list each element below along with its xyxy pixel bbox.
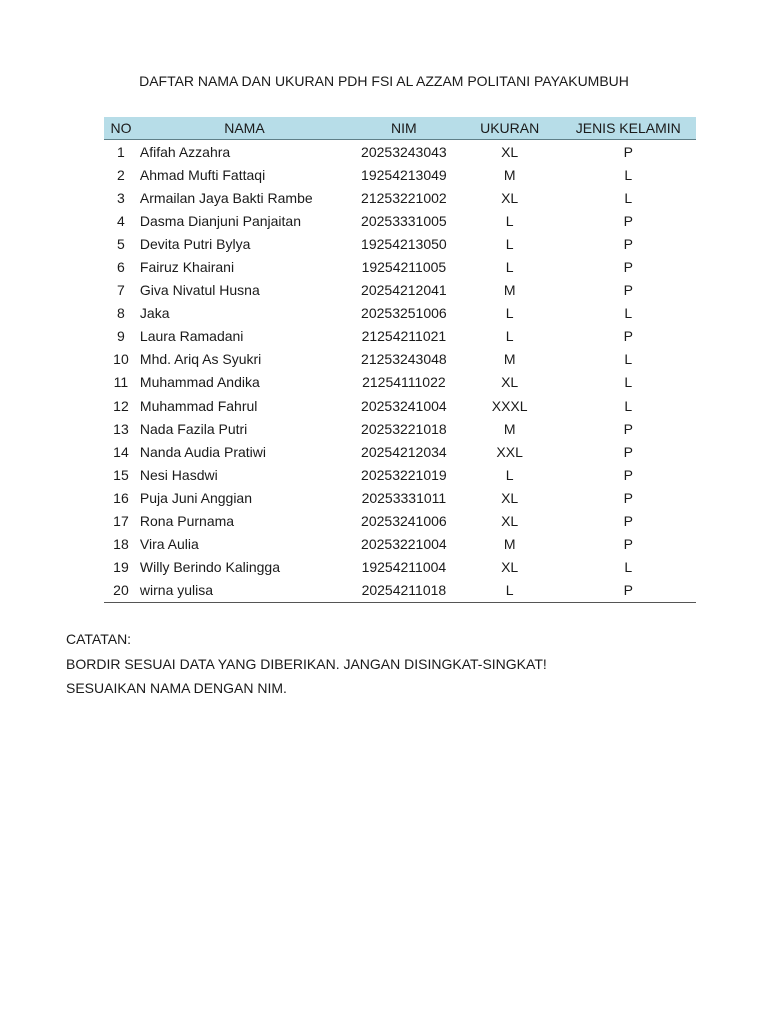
cell-no: 4	[117, 212, 125, 229]
cell-nim: 19254211004	[361, 559, 447, 576]
cell-no: 7	[117, 282, 125, 299]
cell-nim: 20253241006	[361, 513, 447, 530]
notes-section	[66, 627, 547, 701]
cell-jenis-kelamin: P	[623, 328, 633, 345]
cell-no: 17	[113, 513, 129, 530]
table-header-row	[104, 117, 696, 140]
cell-nama: Muhammad Fahrul	[139, 397, 258, 414]
cell-nama: Afifah Azzahra	[139, 143, 231, 160]
cell-nama: Ahmad Mufti Fattaqi	[139, 166, 266, 183]
cell-no: 19	[113, 559, 129, 576]
cell-nim: 19254213049	[361, 166, 447, 183]
cell-ukuran: L	[505, 466, 514, 483]
cell-jenis-kelamin: P	[561, 579, 697, 603]
cell-jenis-kelamin: L	[624, 305, 633, 322]
table-row	[104, 140, 696, 164]
cell-jenis-kelamin: P	[623, 212, 633, 229]
table-row	[104, 232, 696, 255]
table-row	[104, 440, 696, 463]
cell-ukuran: XXXL	[491, 397, 528, 414]
table-body	[104, 140, 696, 603]
cell-jenis-kelamin: P	[623, 489, 633, 506]
cell-nim: 20253221004	[361, 536, 447, 553]
member-size-table	[104, 117, 696, 603]
cell-nama: Vira Aulia	[139, 536, 199, 553]
cell-nama: Nesi Hasdwi	[139, 466, 218, 483]
column-header-ukuran: UKURAN	[459, 117, 561, 140]
cell-nim: 19254211005	[361, 259, 447, 276]
cell-jenis-kelamin: L	[624, 397, 633, 414]
table-row	[104, 325, 696, 348]
cell-nim: 19254213050	[361, 235, 447, 252]
cell-ukuran: XL	[501, 143, 519, 160]
cell-ukuran: XL	[501, 489, 519, 506]
column-header-jenis-kelamin: JENIS KELAMIN	[561, 117, 697, 140]
cell-ukuran: XL	[501, 559, 519, 576]
cell-no: 11	[113, 374, 129, 391]
cell-ukuran: L	[505, 305, 514, 322]
cell-nim: 20253241004	[361, 397, 447, 414]
cell-jenis-kelamin: L	[624, 374, 633, 391]
cell-ukuran: M	[503, 166, 516, 183]
cell-ukuran: L	[505, 259, 514, 276]
cell-jenis-kelamin: P	[623, 443, 633, 460]
cell-nim: 20253331005	[361, 212, 447, 229]
cell-nama: Nanda Audia Pratiwi	[139, 443, 266, 460]
cell-nama: Devita Putri Bylya	[139, 235, 251, 252]
cell-no: 14	[113, 443, 129, 460]
cell-ukuran: L	[459, 579, 561, 603]
cell-nama: Mhd. Ariq As Syukri	[139, 351, 262, 368]
document-title-text: DAFTAR NAMA DAN UKURAN PDH FSI AL AZZAM POLITANI PAYAKUMBUH	[139, 73, 629, 89]
cell-nama: Dasma Dianjuni Panjaitan	[139, 212, 301, 229]
cell-jenis-kelamin: P	[623, 466, 633, 483]
cell-no: 10	[113, 351, 129, 368]
cell-no: 15	[113, 466, 129, 483]
cell-no: 5	[117, 235, 125, 252]
cell-nama: Willy Berindo Kalingga	[139, 559, 280, 576]
cell-ukuran: XL	[501, 513, 519, 530]
cell-nama: Laura Ramadani	[139, 328, 244, 345]
cell-no: 8	[117, 305, 125, 322]
table-row	[104, 394, 696, 417]
cell-no: 18	[113, 536, 129, 553]
table-row	[104, 279, 696, 302]
cell-ukuran: M	[503, 282, 516, 299]
cell-no: 1	[117, 143, 125, 160]
cell-nim: 21254211021	[361, 328, 447, 345]
cell-jenis-kelamin: L	[624, 351, 633, 368]
cell-jenis-kelamin: P	[623, 513, 633, 530]
cell-no: 20	[104, 579, 138, 603]
table-row	[104, 255, 696, 278]
table-row	[104, 486, 696, 509]
cell-ukuran: XL	[501, 374, 519, 391]
cell-nim: 21254111022	[362, 374, 446, 391]
cell-nim: 20253221019	[361, 466, 447, 483]
cell-nama: Muhammad Andika	[139, 374, 260, 391]
cell-jenis-kelamin: P	[623, 259, 633, 276]
cell-nim: 20254211018	[349, 579, 459, 603]
notes-line: SESUAIKAN NAMA DENGAN NIM.	[66, 680, 287, 696]
cell-no: 9	[117, 328, 125, 345]
cell-ukuran: L	[505, 328, 514, 345]
table-row	[104, 556, 696, 579]
cell-jenis-kelamin: P	[623, 420, 633, 437]
table-row	[104, 417, 696, 440]
cell-nim: 21253221002	[361, 189, 447, 206]
cell-nama: Giva Nivatul Husna	[139, 282, 260, 299]
cell-ukuran: M	[503, 536, 516, 553]
cell-ukuran: L	[505, 212, 514, 229]
cell-jenis-kelamin: P	[623, 143, 633, 160]
cell-no: 12	[113, 397, 129, 414]
cell-nama: Armailan Jaya Bakti Rambe	[139, 189, 313, 206]
cell-ukuran: XL	[501, 189, 519, 206]
cell-nama: Puja Juni Anggian	[139, 489, 252, 506]
cell-no: 16	[113, 489, 129, 506]
column-header-no: NO	[104, 117, 138, 140]
document-title	[0, 73, 768, 89]
cell-jenis-kelamin: P	[623, 282, 633, 299]
table-row	[104, 371, 696, 394]
cell-jenis-kelamin: L	[624, 166, 633, 183]
cell-no: 3	[117, 189, 125, 206]
cell-nama: Nada Fazila Putri	[139, 420, 248, 437]
cell-nim: 20253251006	[361, 305, 447, 322]
cell-jenis-kelamin: P	[623, 536, 633, 553]
cell-nama: wirna yulisa	[138, 579, 349, 603]
notes-heading: CATATAN:	[66, 631, 132, 647]
cell-jenis-kelamin: L	[624, 559, 633, 576]
cell-nim: 20254212041	[361, 282, 447, 299]
table-row	[104, 163, 696, 186]
cell-no: 6	[117, 259, 125, 276]
table-header	[104, 117, 696, 140]
cell-ukuran: M	[503, 351, 516, 368]
column-header-nama: NAMA	[138, 117, 349, 140]
cell-nama: Jaka	[139, 305, 170, 322]
cell-nim: 20254212034	[361, 443, 447, 460]
table-row	[104, 302, 696, 325]
table-row	[104, 186, 696, 209]
cell-jenis-kelamin: L	[624, 189, 633, 206]
cell-nama: Rona Purnama	[139, 513, 235, 530]
table-row	[104, 579, 696, 603]
cell-ukuran: XXL	[496, 443, 523, 460]
cell-ukuran: M	[503, 420, 516, 437]
cell-no: 13	[113, 420, 129, 437]
cell-nim: 20253243043	[361, 143, 447, 160]
cell-no: 2	[117, 166, 125, 183]
notes-line: BORDIR SESUAI DATA YANG DIBERIKAN. JANGAN DISINGKAT-SINGKAT!	[66, 655, 547, 672]
table-row	[104, 533, 696, 556]
table-row	[104, 209, 696, 232]
cell-nim: 20253331011	[361, 489, 447, 506]
table-row	[104, 463, 696, 486]
column-header-nim: NIM	[349, 117, 459, 140]
cell-ukuran: L	[505, 235, 514, 252]
cell-nim: 21253243048	[361, 351, 447, 368]
cell-jenis-kelamin: P	[623, 235, 633, 252]
table-row	[104, 510, 696, 533]
table-row	[104, 348, 696, 371]
cell-nim: 20253221018	[361, 420, 447, 437]
cell-nama: Fairuz Khairani	[139, 259, 235, 276]
